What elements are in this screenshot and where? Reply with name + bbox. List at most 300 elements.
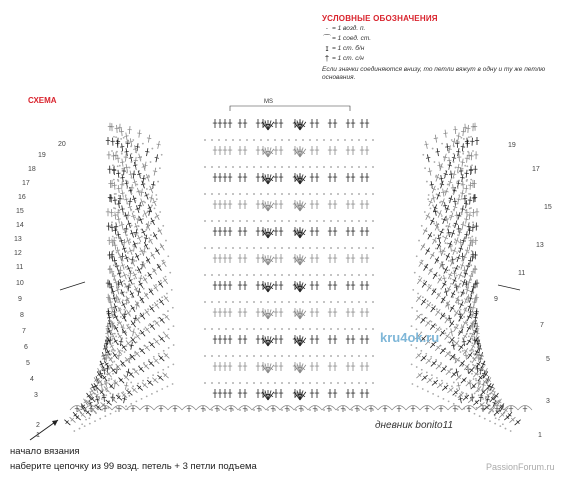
stitch-bar: [153, 171, 157, 172]
stitch-bar: [455, 312, 459, 314]
chain-dot: [330, 382, 332, 384]
stitch-bar: [157, 266, 161, 268]
chain-dot: [475, 365, 477, 367]
stitch-bar: [122, 346, 125, 349]
stitch-mark: [268, 122, 274, 130]
chain-dot: [411, 363, 413, 365]
chain-dot: [458, 337, 460, 339]
chain-dot: [295, 328, 297, 330]
stitch-bar: [149, 290, 153, 293]
chain-dot: [455, 258, 457, 260]
stitch-mark: [459, 344, 464, 350]
row-number-left: 2: [36, 422, 40, 429]
chain-dot: [365, 355, 367, 357]
chain-dot: [420, 350, 422, 352]
chain-dot: [112, 373, 114, 375]
stitch-bar: [134, 232, 138, 233]
chain-dot: [440, 362, 442, 364]
stitch-bar: [464, 219, 468, 220]
chain-dot: [372, 220, 374, 222]
chain-dot: [472, 350, 474, 352]
row-number-left: 12: [14, 250, 22, 257]
stitch-mark: [461, 167, 462, 175]
chain-dot: [431, 187, 433, 189]
chain-dot: [108, 380, 110, 382]
chain-dot: [142, 143, 144, 145]
chain-dot: [462, 151, 464, 153]
stitch-bar: [121, 328, 125, 329]
chain-dot: [466, 393, 468, 395]
chain-dot: [253, 247, 255, 249]
chain-dot: [441, 143, 443, 145]
chain-dot: [302, 274, 304, 276]
chain-dot: [122, 260, 124, 262]
chain-dot: [502, 423, 504, 425]
stitch-mark: [159, 355, 165, 361]
chain-dot: [472, 307, 474, 309]
chain-dot: [260, 355, 262, 357]
chain-dot: [316, 247, 318, 249]
chain-dot: [126, 156, 128, 158]
stitch-mark: [456, 212, 457, 220]
chain-dot: [461, 244, 463, 246]
stitch-mark: [468, 352, 473, 358]
chain-dot: [211, 382, 213, 384]
chain-dot: [253, 274, 255, 276]
chain-dot: [281, 139, 283, 141]
stitch-mark: [114, 182, 115, 190]
chain-dot: [441, 218, 443, 220]
chain-dot: [274, 301, 276, 303]
stitch-mark: [416, 373, 422, 378]
stitch-mark: [80, 412, 86, 417]
chain-dot: [141, 398, 143, 400]
chain-dot: [274, 409, 276, 411]
chain-dot: [139, 332, 141, 334]
chain-dot: [330, 301, 332, 303]
chain-dot: [232, 166, 234, 168]
stitch-bar: [110, 345, 114, 347]
stitch-bar: [102, 370, 106, 371]
stitch-bar: [146, 224, 150, 225]
stitch-mark: [145, 327, 150, 333]
stitch-bar: [419, 262, 423, 264]
chain-dot: [344, 166, 346, 168]
stitch-bar: [460, 162, 464, 163]
chain-dot: [260, 301, 262, 303]
chain-dot: [267, 355, 269, 357]
stitch-bar: [119, 341, 123, 342]
chain-dot: [253, 166, 255, 168]
chain-dot: [162, 314, 164, 316]
stitch-bar: [442, 278, 446, 279]
stitch-bar: [461, 224, 465, 225]
chain-dot: [128, 258, 130, 260]
chain-dot: [274, 193, 276, 195]
stitch-mark: [140, 330, 145, 336]
chain-dot: [274, 382, 276, 384]
chain-dot: [281, 409, 283, 411]
chain-dot: [239, 355, 241, 357]
chain-dot: [471, 250, 473, 252]
chain-dot: [448, 151, 450, 153]
stitch-bar: [127, 287, 131, 288]
chain-dot: [344, 328, 346, 330]
chain-dot: [460, 309, 462, 311]
chain-dot: [309, 301, 311, 303]
stitch-bar: [129, 141, 133, 142]
chain-dot: [461, 229, 463, 231]
chain-dot: [365, 328, 367, 330]
stitch-mark: [466, 185, 467, 193]
stitch-bar: [113, 354, 117, 357]
stitch-mark: [471, 383, 477, 389]
stitch-bar: [461, 147, 465, 148]
stitch-bar: [423, 283, 427, 286]
chain-dot: [351, 301, 353, 303]
chain-dot: [172, 363, 174, 365]
chain-dot: [133, 283, 135, 285]
chain-dot: [462, 222, 464, 224]
chain-dot: [121, 350, 123, 352]
chain-dot: [135, 183, 137, 185]
stitch-bar: [120, 224, 124, 225]
chain-dot: [344, 274, 346, 276]
chain-dot: [474, 413, 476, 415]
chain-dot: [470, 136, 472, 138]
chain-dot: [316, 409, 318, 411]
chain-dot: [140, 253, 142, 255]
chain-dot: [436, 193, 438, 195]
chain-dot: [117, 394, 119, 396]
chain-dot: [433, 288, 435, 290]
chain-dot: [417, 386, 419, 388]
chain-dot: [122, 229, 124, 231]
chain-dot: [246, 355, 248, 357]
chain-dot: [137, 383, 139, 385]
chain-dot: [143, 312, 145, 314]
stitch-mark: [147, 380, 153, 385]
chain-dot: [453, 403, 455, 405]
row-number-right: 17: [532, 166, 540, 173]
stitch-bar: [431, 198, 435, 199]
stitch-mark: [425, 320, 430, 326]
chain-dot: [472, 150, 474, 152]
chain-dot: [316, 220, 318, 222]
chain-dot: [119, 225, 121, 227]
stitch-bar: [125, 167, 129, 168]
stitch-mark: [128, 212, 129, 220]
stitch-mark: [112, 238, 113, 246]
chain-dot: [451, 211, 453, 213]
stitch-bar: [108, 302, 112, 303]
chain-dot: [246, 193, 248, 195]
chain-dot: [472, 293, 474, 295]
chain-dot: [153, 356, 155, 358]
chain-dot: [295, 139, 297, 141]
chain-dot: [302, 139, 304, 141]
chain-dot: [204, 409, 206, 411]
chain-dot: [422, 296, 424, 298]
chain-dot: [126, 292, 128, 294]
chain-dot: [156, 198, 158, 200]
stitch-bar: [269, 394, 273, 397]
chain-dot: [470, 264, 472, 266]
stitch-mark: [435, 309, 440, 315]
chain-dot: [351, 247, 353, 249]
chain-dot: [89, 423, 91, 425]
chain-dot: [457, 234, 459, 236]
chain-dot: [211, 220, 213, 222]
chain-dot: [218, 355, 220, 357]
stitch-mark: [132, 388, 138, 393]
stitch-bar: [452, 273, 456, 274]
stitch-mark: [158, 281, 163, 287]
stitch-mark: [152, 378, 158, 383]
chain-dot: [372, 193, 374, 195]
stitch-bar: [269, 340, 273, 343]
stitch-mark: [473, 224, 474, 232]
stitch-bar: [117, 203, 121, 204]
stitch-mark: [144, 345, 149, 351]
row-number-left: 13: [14, 236, 22, 243]
stitch-bar: [120, 177, 124, 178]
chain-dot: [358, 247, 360, 249]
chain-dot: [138, 271, 140, 273]
chain-dot: [81, 423, 83, 425]
chain-dot: [131, 193, 133, 195]
chain-dot: [365, 139, 367, 141]
chain-dot: [302, 355, 304, 357]
chain-dot: [421, 369, 423, 371]
stitch-bar: [142, 251, 146, 252]
chain-dot: [466, 301, 468, 303]
chain-dot: [462, 153, 464, 155]
chain-dot: [253, 220, 255, 222]
chain-dot: [147, 308, 149, 310]
chain-dot: [351, 382, 353, 384]
chain-dot: [274, 166, 276, 168]
legend-note: Если значки соединяются внизу, то петли вяжут в одну и ту же петлю основания.: [322, 66, 546, 81]
chain-dot: [165, 276, 167, 278]
chain-dot: [253, 409, 255, 411]
stitch-mark: [157, 375, 163, 380]
stitch-bar: [475, 333, 479, 334]
chain-dot: [498, 419, 500, 421]
stitch-bar: [437, 165, 441, 166]
chain-dot: [232, 274, 234, 276]
chain-dot: [133, 211, 135, 213]
chain-dot: [444, 191, 446, 193]
stitch-mark: [453, 184, 454, 192]
row-number-right: 7: [540, 322, 544, 329]
chain-dot: [427, 198, 429, 200]
chain-dot: [475, 378, 477, 380]
row-number-left: 16: [18, 194, 26, 201]
chain-dot: [246, 220, 248, 222]
chain-dot: [309, 328, 311, 330]
chain-dot: [118, 195, 120, 197]
chain-dot: [445, 271, 447, 273]
chain-dot: [466, 355, 468, 357]
stitch-bar: [428, 286, 432, 289]
row-number-right: 9: [494, 296, 498, 303]
chain-dot: [466, 321, 468, 323]
chain-dot: [281, 220, 283, 222]
stitch-mark: [446, 369, 452, 375]
stitch-bar: [450, 322, 454, 325]
stitch-bar: [460, 346, 463, 349]
chain-dot: [136, 341, 138, 343]
row-number-right: 3: [546, 398, 550, 405]
chain-dot: [426, 372, 428, 374]
chain-dot: [442, 236, 444, 238]
chain-dot: [122, 198, 124, 200]
stitch-mark: [121, 128, 122, 136]
chain-dot: [88, 417, 90, 419]
chain-dot: [225, 220, 227, 222]
chain-dot: [439, 247, 441, 249]
chain-dot: [122, 213, 124, 215]
chain-dot: [121, 168, 123, 170]
chain-dot: [260, 193, 262, 195]
stitch-bar: [301, 259, 305, 262]
chain-dot: [129, 167, 131, 169]
chain-dot: [372, 355, 374, 357]
chain-dot: [139, 242, 141, 244]
chain-dot: [111, 336, 113, 338]
chain-dot: [108, 365, 110, 367]
chain-dot: [143, 362, 145, 364]
stitch-bar: [464, 234, 468, 235]
chain-dot: [146, 396, 148, 398]
chain-dot: [457, 203, 459, 205]
chain-dot: [330, 193, 332, 195]
stitch-bar: [472, 302, 476, 303]
chain-dot: [125, 194, 127, 196]
stitch-mark: [447, 388, 453, 393]
chain-dot: [449, 336, 451, 338]
chain-dot: [295, 355, 297, 357]
chain-dot: [449, 200, 451, 202]
chain-dot: [458, 194, 460, 196]
chain-dot: [309, 193, 311, 195]
chain-dot: [139, 191, 141, 193]
chain-dot: [467, 151, 469, 153]
watermark: kru4ok.ru: [380, 330, 440, 345]
chain-dot: [344, 139, 346, 141]
chain-dot: [455, 167, 457, 169]
chain-dot: [225, 382, 227, 384]
chain-dot: [451, 385, 453, 387]
chain-dot: [479, 415, 481, 417]
chain-dot: [344, 409, 346, 411]
row-number-left: 1: [36, 432, 40, 439]
stitch-mark: [159, 336, 164, 342]
chain-dot: [225, 274, 227, 276]
chain-dot: [173, 344, 175, 346]
stitch-mark: [455, 126, 456, 134]
stitch-mark: [154, 339, 159, 345]
chain-dot: [440, 183, 442, 185]
chain-dot: [440, 201, 442, 203]
stitch-bar: [145, 311, 149, 314]
row-arrow-left: [60, 282, 85, 290]
stitch-mark: [116, 395, 122, 400]
stitch-mark: [470, 197, 471, 205]
legend-label: = 1 ст. с/н: [332, 54, 364, 62]
chain-dot: [295, 247, 297, 249]
chain-dot: [267, 328, 269, 330]
chain-dot: [211, 166, 213, 168]
chain-dot: [479, 383, 481, 385]
stitch-mark: [124, 239, 125, 247]
chain-dot: [358, 355, 360, 357]
chain-dot: [446, 383, 448, 385]
chain-dot: [482, 398, 484, 400]
chain-dot: [484, 418, 486, 420]
row-number-left: 15: [16, 208, 24, 215]
stitch-bar: [471, 345, 475, 347]
stitch-mark: [417, 277, 422, 283]
chain-dot: [225, 247, 227, 249]
stitch-mark: [515, 420, 521, 425]
chain-dot: [365, 274, 367, 276]
chain-dot: [295, 409, 297, 411]
chain-dot: [464, 225, 466, 227]
chain-dot: [281, 301, 283, 303]
chain-dot: [452, 267, 454, 269]
stitch-mark: [109, 383, 115, 389]
chain-dot: [437, 188, 439, 190]
chain-dot: [330, 328, 332, 330]
chain-dot: [281, 274, 283, 276]
chain-dot: [274, 220, 276, 222]
stitch-bar: [468, 354, 472, 357]
chain-dot: [239, 409, 241, 411]
chain-dot: [225, 409, 227, 411]
stitch-bar: [269, 178, 273, 181]
chain-dot: [119, 270, 121, 272]
chain-dot: [427, 300, 429, 302]
chain-dot: [173, 325, 175, 327]
stitch-mark: [449, 157, 450, 165]
stitch-bar: [113, 230, 117, 231]
chain-dot: [469, 350, 471, 352]
chain-dot: [358, 274, 360, 276]
stitch-bar: [301, 232, 305, 235]
stitch-bar: [450, 259, 454, 260]
chain-dot: [441, 265, 443, 267]
chain-dot: [125, 405, 127, 407]
chain-dot: [159, 167, 161, 169]
stitch-bar: [301, 340, 305, 343]
stitch-mark: [143, 276, 147, 283]
legend-label: = 1 возд. п.: [332, 24, 366, 32]
chain-dot: [372, 382, 374, 384]
stitch-bar: [120, 147, 124, 148]
chain-dot: [260, 247, 262, 249]
chain-dot: [437, 396, 439, 398]
chain-dot: [115, 264, 117, 266]
chain-dot: [225, 328, 227, 330]
chain-dot: [302, 409, 304, 411]
stitch-bar: [495, 395, 499, 398]
chain-dot: [281, 193, 283, 195]
chain-dot: [302, 193, 304, 195]
chain-dot: [225, 166, 227, 168]
stitch-mark: [475, 295, 476, 303]
